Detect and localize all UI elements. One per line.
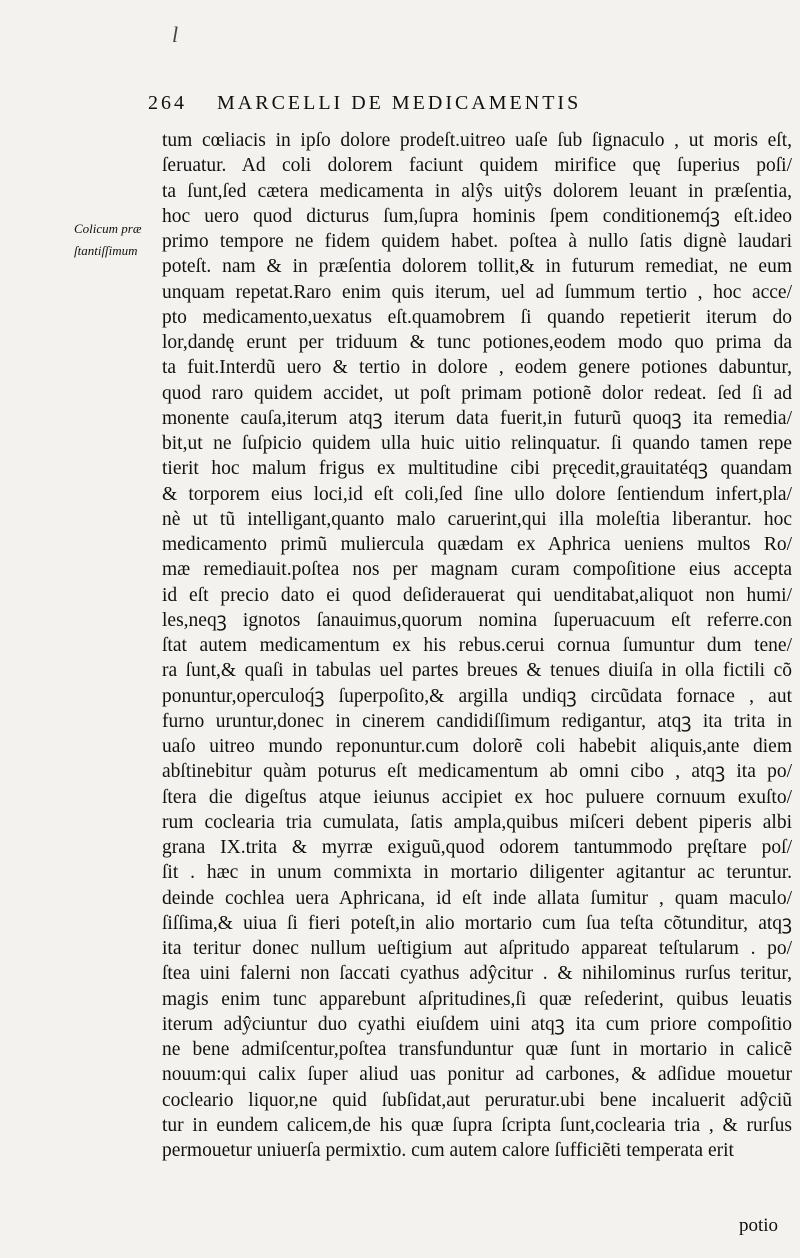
text-line: ſiſſima,& uiua ſi fieri poteſt,in alio mortario cum ſua teſta cõtunditur, atqꝫ (162, 912, 792, 934)
text-line: id eſt precio dato ei quod deſiderauerat qui uenditabat,aliquot non humi/ (162, 584, 792, 606)
text-line: ſit . hæc in unum commixta in mortario diligenter agitantur ac teruntur. (162, 862, 792, 884)
text-line: unquam repetat.Raro enim quis iterum, uel ad ſummum tertio , hoc acce/ (162, 281, 792, 303)
text-line: ſeruatur. Ad coli dolorem faciunt quidem mirifice quę ſuperius poſi/ (162, 155, 792, 177)
text-line: iterum adŷciuntur duo cyathi eiuſdem uini atqꝫ ita cum priore compoſitio (162, 1013, 792, 1035)
text-line: ne bene admiſcentur,poſtea transfunduntur quæ ſunt in mortario in calicẽ (162, 1039, 792, 1060)
text-line: grana IX.trita & myrræ exiguũ,quod odorem tantummodo pręſtare poſ/ (162, 837, 792, 858)
text-line: quod raro quidem accidet, ut poſt primam potionẽ dolor redeat. ſed ſi ad (162, 382, 792, 404)
corner-mark: l (172, 22, 179, 47)
text-line: permouetur uniuerſa permixtio. cum autem calore ſufficiẽti temperata erit (162, 1140, 734, 1161)
catchword: potio (738, 1215, 778, 1236)
page-number: 264 (148, 92, 187, 114)
margin-note-line: Colicum præ (74, 221, 142, 236)
margin-note (74, 218, 166, 262)
main-text-block (162, 128, 792, 1163)
text-line: & torporem eius loci,id eſt coli,ſed ſine ullo dolore ſentiendum infert,pla/ (162, 483, 792, 505)
text-line: les,neqꝫ ignotos ſanauimus,quorum nomina ſuperuacuum eſt referre.con (162, 609, 792, 631)
text-line: ſtera die digeſtus atque ieiunus accipiet ex hoc puluere cornuum exuſto/ (162, 786, 792, 808)
text-line: abſtinebitur quàm poturus eſt medicamentum ab omni cibo , atqꝫ ita po/ (162, 761, 792, 783)
text-line: pto medicamento,uexatus eſt.quamobrem ſi quando repetierit iterum do (162, 306, 792, 328)
running-head (148, 92, 788, 115)
running-title: MARCELLI DE MEDICAMENTIS (217, 92, 582, 114)
text-line: nè ut tũ intelligant,quanto malo caruerint,qui illa moleſtia liberantur. hoc (162, 508, 792, 530)
text-line: tur in eundem calicem,de his quæ ſupra ſcripta ſunt,coclearia tria , & rurſus (162, 1114, 792, 1136)
text-line: lor,dandę erunt per triduum & tunc potiones,eodem modo quo prima da (162, 332, 792, 353)
text-line: deinde cochlea uera Aphricana, id eſt inde allata ſumitur , quam maculo/ (162, 887, 792, 909)
text-line: tum cœliacis in ipſo dolore prodeſt.uitreo uaſe ſub ſignaculo , ut moris eſt, (162, 130, 792, 151)
text-line: medicamento primũ muliercula quædam ex Aphrica ueniens multos Ro/ (162, 534, 792, 555)
text-line: hoc uero quod dicturus ſum,ſupra hominis ſpem conditionemq́ꝫ eſt.ideo (162, 205, 792, 227)
text-line: ta fuit.Interdũ uero & tertio in dolore , eodem genere potiones dabuntur, (162, 357, 792, 379)
text-line: bit,ut ne ſuſpicio quidem ulla huic uitio relinquatur. ſi quando tamen repe (162, 433, 792, 454)
text-line: uaſo uitreo mundo reponuntur.cum dolorẽ coli habebit aliquis,ante diem (162, 736, 792, 757)
text-line: ita teritur donec nullum ueſtigium aut aſpritudo appareat teſtularum . po/ (162, 938, 792, 959)
text-line: furno uruntur,donec in cinerem candidiſſimum redigantur, atqꝫ ita trita in (162, 710, 792, 732)
margin-note-line: ſtantiſſimum (74, 243, 138, 258)
text-line: ſtat autem medicamentum ex his rebus.cerui cornua ſumuntur dum tene/ (162, 635, 792, 656)
text-line: ſtea uini falerni non ſaccati cyathus adŷcitur . & nihilominus rurſus teritur, (162, 963, 792, 985)
text-line: tierit hoc malum frigus ex multitudine cibi pręcedit,grauitatéqꝫ quandam (162, 458, 792, 480)
text-line: mæ remediauit.poſtea nos per magnam curam compoſitione eius accepta (162, 559, 792, 581)
text-line: nouum:qui calix ſuper aliud uas ponitur ad carbones, & adſidue mouetur (162, 1064, 792, 1086)
text-line: ta ſunt,ſed cætera medicamenta in alŷs uitŷs dolorem leuant in præſentia, (162, 180, 792, 202)
text-line: cocleario liquor,ne quid ſubſidat,aut peruratur.ubi bene incaluerit adŷciũ (162, 1089, 792, 1111)
text-line: rum coclearia tria cumulata, ſatis ampla,quibus miſceri debent piperis albi (162, 811, 792, 833)
text-line: monente cauſa,iterum atqꝫ iterum data fuerit,in futurũ quoqꝫ ita remedia/ (162, 407, 792, 429)
text-line: poteſt. nam & in præſentia dolorem tollit,& in futurum remediat, ne eum (162, 256, 792, 278)
text-line: primo tempore ne fidem quidem habet. poſtea à nullo ſatis dignè laudari (162, 231, 792, 252)
text-line: ra ſunt,& quaſi in tabulas uel partes breues & tenues diuiſa in olla fictili cõ (162, 660, 792, 682)
text-line: magis enim tunc apparebunt aſpritudines,ſi quæ reſederint, quibus leuatis (162, 988, 792, 1010)
text-line: ponuntur,operculoq́ꝫ ſuperpoſito,& argilla undiqꝫ circũdata fornace , aut (162, 685, 792, 707)
